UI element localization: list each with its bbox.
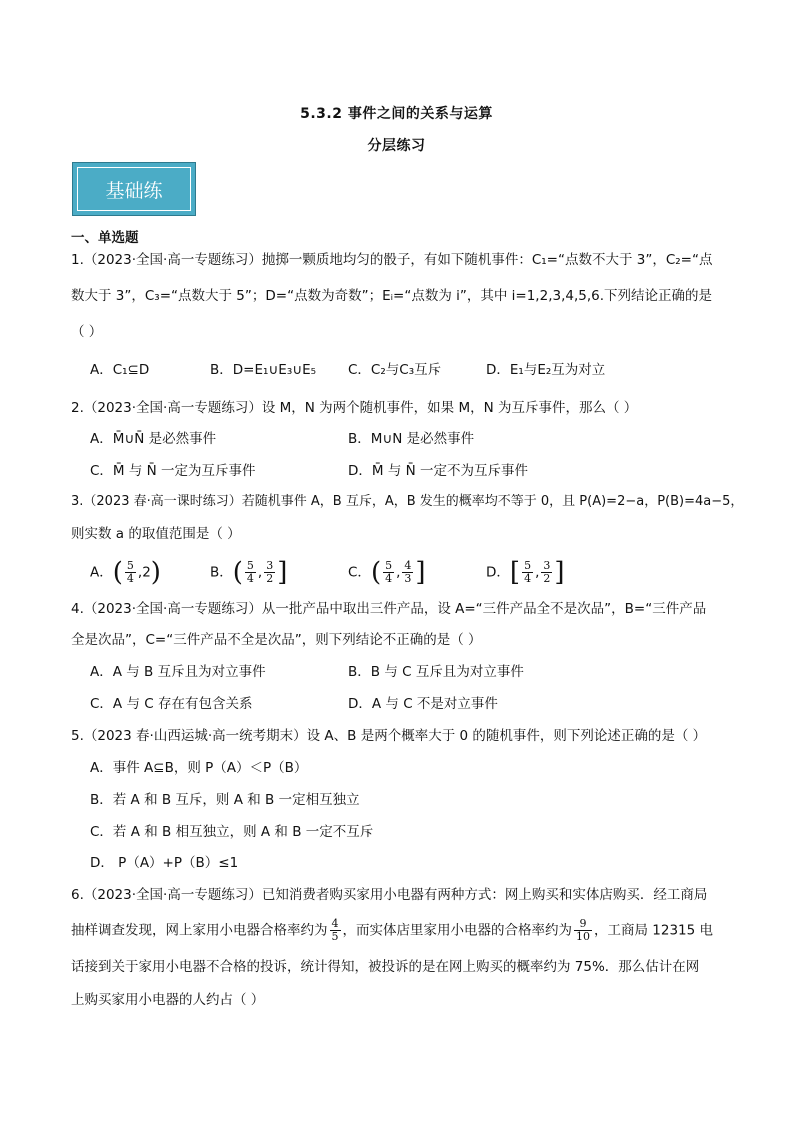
q5-option-d: D． P（A）+P（B）≤1 <box>90 855 239 871</box>
q6-line-4: 上购买家用小电器的人约占（ ） <box>71 992 265 1008</box>
q1-line-1: 1.（2023·全国·高一专题练习）抛掷一颗质地均匀的骰子，有如下随机事件：C₁=“点数不大于 3”，C₂=“点 <box>71 252 713 268</box>
q1-option-c: C．C₂与C₃互斥 <box>348 362 442 378</box>
q2-line-1: 2.（2023·全国·高一专题练习）设 M，N 为两个随机事件，如果 M，N 为互斥事件，那么（ ） <box>71 400 638 416</box>
q2-option-c: C．M̄ 与 N̄ 一定为互斥事件 <box>90 463 256 479</box>
q3-option-a: A．( $\frac{5}{4}$ ,2) <box>90 557 161 588</box>
q5-option-b: B．若 A 和 B 互斥，则 A 和 B 一定相互独立 <box>90 792 360 808</box>
q4-line-1: 4.（2023·全国·高一专题练习）从一批产品中取出三件产品，设 A=“三件产品全不是次品”，B=“三件产品 <box>71 601 707 617</box>
doc-title: 5.3.2 事件之间的关系与运算 <box>300 106 493 122</box>
q1-line-2: 数大于 3”，C₃=“点数大于 5”；D=“点数为奇数”；Eᵢ=“点数为 i”，其中 i=1,2,3,4,5,6.下列结论正确的是 <box>71 288 713 304</box>
q5-option-a: A．事件 A⊆B，则 P（A）＜P（B） <box>90 760 308 776</box>
q6-line-2: 抽样调查发现，网上家用小电器合格率约为 $\frac{4}{5}$ ，而实体店里家用小电器的合格率约为 $\frac{9}{10}$ ，工商局 12315 电 <box>71 917 714 943</box>
q6-line-1: 6.（2023·全国·高一专题练习）已知消费者购买家用小电器有两种方式：网上购买和实体店购买．经工商局 <box>71 887 708 903</box>
q5-option-c: C．若 A 和 B 相互独立，则 A 和 B 一定不互斥 <box>90 824 374 840</box>
q4-option-a: A．A 与 B 互斥且为对立事件 <box>90 664 266 680</box>
q1-option-a: A．C₁⊆D <box>90 362 150 378</box>
q2-option-d: D．M̄ 与 N̄ 一定不为互斥事件 <box>348 463 529 479</box>
q1-line-3: （ ） <box>71 324 103 340</box>
q4-line-2: 全是次品”，C=“三件产品不全是次品”，则下列结论不正确的是（ ） <box>71 632 482 648</box>
q6-line-3: 话接到关于家用小电器不合格的投诉，统计得知，被投诉的是在网上购买的概率约为 75%．那么估计在网 <box>71 959 700 975</box>
q1-option-d: D．E₁与E₂互为对立 <box>486 362 606 378</box>
q2-option-b: B．M∪N 是必然事件 <box>348 431 475 447</box>
q4-option-d: D．A 与 C 不是对立事件 <box>348 696 498 712</box>
q3-line-2: 则实数 a 的取值范围是（ ） <box>71 526 241 542</box>
level-badge <box>72 162 196 216</box>
level-badge-label: 基础练 <box>105 180 163 202</box>
doc-subtitle: 分层练习 <box>367 138 426 154</box>
q3-line-1: 3.（2023 春·高一课时练习）若随机事件 A，B 互斥，A，B 发生的概率均不等于 0，且 P(A)=2−a，P(B)=4a−5， <box>71 494 744 509</box>
q2-option-a: A．M̄∪N̄ 是必然事件 <box>90 431 217 447</box>
section-title: 一、单选题 <box>71 230 139 246</box>
q4-option-c: C．A 与 C 存在有包含关系 <box>90 696 253 712</box>
q3-option-c: C．( $\frac{5}{4}$ , $\frac{4}{3}$ ] <box>348 557 426 588</box>
q3-option-b: B．( $\frac{5}{4}$ , $\frac{3}{2}$ ] <box>210 557 288 588</box>
q3-option-d: D．[ $\frac{5}{4}$ , $\frac{3}{2}$ ] <box>486 557 565 588</box>
q4-option-b: B．B 与 C 互斥且为对立事件 <box>348 664 524 680</box>
q5-line-1: 5.（2023 春·山西运城·高一统考期末）设 A、B 是两个概率大于 0 的随机事件，则下列论述正确的是（ ） <box>71 728 707 744</box>
q1-option-b: B．D=E₁∪E₃∪E₅ <box>210 362 317 378</box>
